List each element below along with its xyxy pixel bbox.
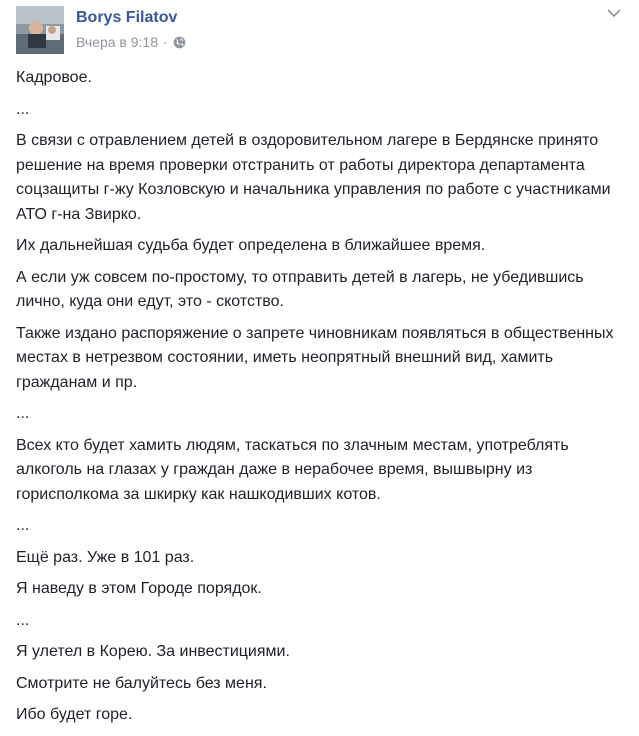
post-body: [16, 66, 626, 735]
post-paragraph: Всех кто будет хамить людям, таскаться по злачным местам, употреблять алкоголь на глазах у граждан даже в нерабочее время, вышвырну из горисполкома за шкирку как нашкодивших котов.: [16, 436, 569, 503]
author-name-link[interactable]: Borys Filatov: [76, 9, 178, 26]
meta-separator: ·: [163, 34, 168, 50]
avatar[interactable]: [16, 6, 64, 54]
post-paragraph: Их дальнейшая судьба будет определена в ближайшее время.: [16, 237, 486, 254]
post-paragraph: Ибо будет горе.: [16, 706, 133, 723]
post-paragraph: ...: [16, 405, 30, 422]
post-paragraph: ...: [16, 100, 30, 118]
post-paragraph: ...: [16, 517, 30, 534]
post-meta: [76, 34, 186, 50]
post-timestamp[interactable]: Вчера в 9:18: [76, 34, 158, 50]
avatar-photo: [16, 6, 64, 54]
post-paragraph: Смотрите не балуйтесь без меня.: [16, 674, 267, 692]
post-paragraph: Ещё раз. Уже в 101 раз.: [16, 548, 195, 566]
post-paragraph: ...: [16, 611, 30, 629]
chevron-down-icon[interactable]: [605, 6, 623, 20]
post-paragraph: Я наведу в этом Городе порядок.: [16, 580, 262, 597]
globe-icon[interactable]: [173, 36, 186, 49]
post-paragraph: В связи с отравлением детей в оздоровительном лагере в Бердянске принято решение на время проверки отстранить от работы директора департамента соцзащиты г-жу Козловскую и начальника управления по работе с участниками АТО г-на Звирко.: [16, 132, 611, 223]
post-paragraph: Я улетел в Корею. За инвестициями.: [16, 643, 290, 660]
post-paragraph: Кадровое.: [16, 69, 92, 86]
post-paragraph: Также издано распоряжение о запрете чиновникам появляться в общественных местах в нетрезвом состоянии, иметь неопрятный внешний вид, хамить гражданам и пр.: [16, 324, 614, 391]
post-paragraph: А если уж совсем по-простому, то отправить детей в лагерь, не убедившись лично, куда они едут, это - скотство.: [16, 268, 584, 310]
post-header: [16, 6, 623, 54]
